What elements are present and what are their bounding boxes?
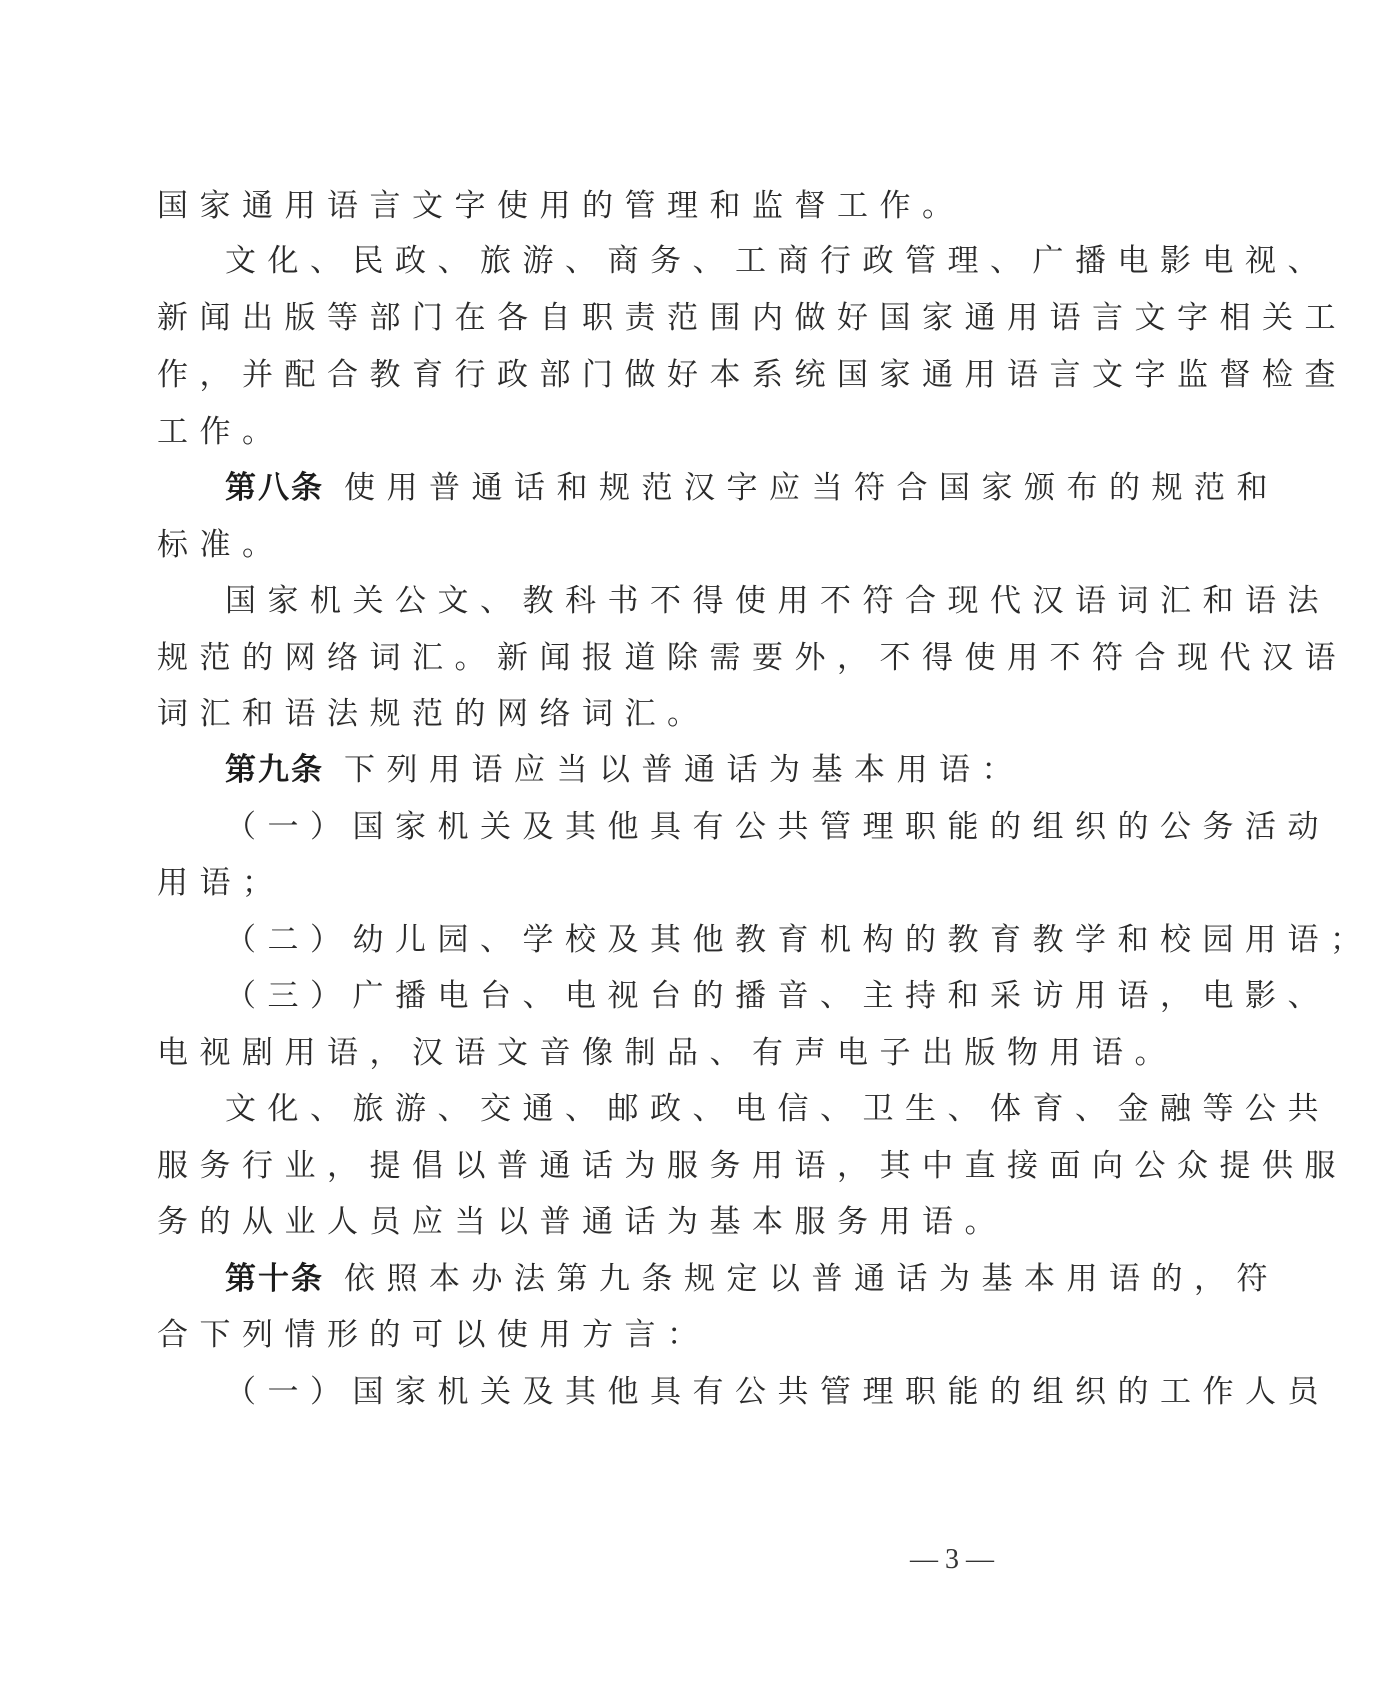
article-8-line — [225, 468, 1279, 508]
article-9-line — [225, 750, 1057, 790]
text-line: （一）国家机关及其他具有公共管理职能的组织的公务活动 — [225, 809, 1330, 845]
text-line: 文化、民政、旅游、商务、工商行政管理、广播电影电视、 — [225, 243, 1330, 279]
text-line: （二）幼儿园、学校及其他教育机构的教育教学和校园用语； — [225, 922, 1373, 958]
article-heading: 第十条 — [225, 1261, 324, 1297]
text-line: 标准。 — [157, 527, 285, 563]
page-number: — 3 — — [910, 1544, 994, 1575]
article-text: 使用普通话和规范汉字应当符合国家颁布的规范和 — [344, 470, 1279, 506]
text-line: 作，并配合教育行政部门做好本系统国家通用语言文字监督检查 — [157, 357, 1347, 393]
article-10-line — [225, 1259, 1279, 1299]
article-heading: 第九条 — [225, 752, 324, 788]
text-line: 工作。 — [157, 414, 285, 450]
text-line: 新闻出版等部门在各自职责范围内做好国家通用语言文字相关工 — [157, 300, 1347, 336]
text-line: 务的从业人员应当以普通话为基本服务用语。 — [157, 1204, 1007, 1240]
text-line: 电视剧用语，汉语文音像制品、有声电子出版物用语。 — [157, 1035, 1177, 1071]
text-line: （一）国家机关及其他具有公共管理职能的组织的工作人员 — [225, 1374, 1330, 1410]
text-line: 服务行业，提倡以普通话为服务用语，其中直接面向公众提供服 — [157, 1148, 1347, 1184]
text-line: 国家机关公文、教科书不得使用不符合现代汉语词汇和语法 — [225, 583, 1330, 619]
text-line: （三）广播电台、电视台的播音、主持和采访用语，电影、 — [225, 978, 1330, 1014]
text-line: 国家通用语言文字使用的管理和监督工作。 — [157, 188, 965, 224]
text-line: 合下列情形的可以使用方言： — [157, 1317, 710, 1353]
text-line: 规范的网络词汇。新闻报道除需要外，不得使用不符合现代汉语 — [157, 640, 1347, 676]
text-line: 用语； — [157, 865, 285, 901]
text-line: 词汇和语法规范的网络词汇。 — [157, 696, 710, 732]
article-text: 依照本办法第九条规定以普通话为基本用语的，符 — [344, 1261, 1279, 1297]
text-line: 文化、旅游、交通、邮政、电信、卫生、体育、金融等公共 — [225, 1091, 1330, 1127]
article-heading: 第八条 — [225, 470, 324, 506]
article-text: 下列用语应当以普通话为基本用语： — [344, 752, 1024, 788]
